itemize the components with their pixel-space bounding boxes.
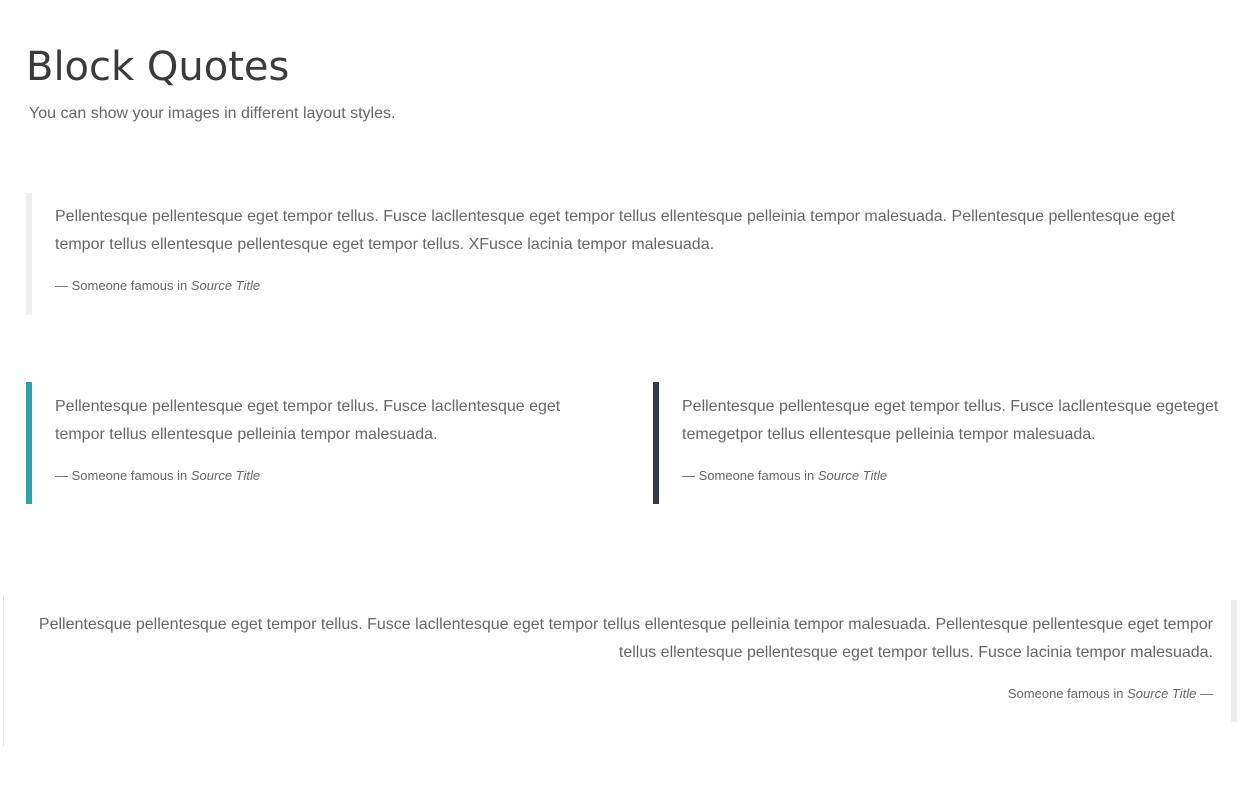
citation-source: Source Title bbox=[190, 278, 261, 293]
citation-source: Source Title bbox=[817, 468, 888, 483]
page-title: Block Quotes bbox=[26, 44, 290, 90]
quote-citation bbox=[55, 277, 1226, 295]
quote-citation bbox=[682, 467, 1233, 485]
quote-text: Pellentesque pellentesque eget tempor tellus. Fusce lacllentesque eget tempor tellus ellentesque pelleinia tempor malesuada. Pellentesque pellentesque eget tempor tellus ellentesque pellentesque eget tempor tellus. XFusce lacinia tempor malesuada. bbox=[55, 208, 1175, 253]
citation-author: — Someone famous in bbox=[682, 468, 818, 483]
citation-author: Someone famous in bbox=[1007, 686, 1128, 701]
quote-text: Pellentesque pellentesque eget tempor tellus. Fusce lacllentesque eget tempor tellus ellentesque pelleinia tempor malesuada. Pellentesque pellentesque eget tempor tellus ellentesque pellentesque eget tempor tellus. Fusce lacinia tempor malesuada. bbox=[38, 616, 1213, 661]
quote-text: Pellentesque pellentesque eget tempor tellus. Fusce lacllentesque egeteget temegetpor tellus ellentesque pelleinia tempor malesuada. bbox=[682, 398, 1219, 443]
quote-citation bbox=[20, 685, 1213, 703]
citation-source: Source Title bbox=[190, 468, 261, 483]
blockquote-right-aligned bbox=[0, 600, 1237, 722]
page-subtitle: You can show your images in different layout styles. bbox=[29, 105, 396, 122]
blockquote-default bbox=[26, 193, 1226, 315]
citation-author: — Someone famous in bbox=[55, 468, 191, 483]
citation-source: Source Title bbox=[1127, 686, 1197, 701]
quote-citation bbox=[55, 467, 586, 485]
citation-suffix: — bbox=[1196, 686, 1213, 701]
quote-text: Pellentesque pellentesque eget tempor tellus. Fusce lacllentesque eget tempor tellus ellentesque pelleinia tempor malesuada. bbox=[55, 398, 561, 443]
blockquote-teal bbox=[26, 382, 586, 504]
blockquote-dark bbox=[653, 382, 1233, 504]
citation-author: — Someone famous in bbox=[55, 278, 191, 293]
